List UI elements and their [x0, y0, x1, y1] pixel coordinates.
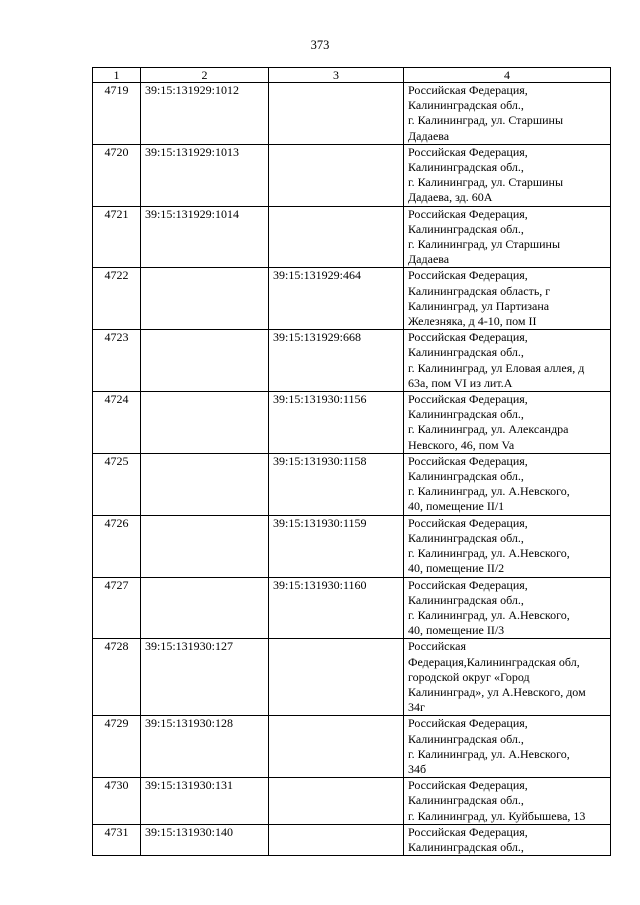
address-cell [404, 453, 611, 515]
cadastral-object-cell [269, 83, 404, 145]
address-line: 40, помещение II/3 [408, 623, 505, 638]
address-line: г. Калининград, ул. Старшины [408, 113, 564, 128]
address-cell [404, 144, 611, 206]
table-row [93, 577, 611, 639]
address-line: Калининградская обл., [408, 793, 524, 808]
address-cell [404, 778, 611, 825]
address-line: Калининградская область, г [408, 283, 551, 298]
cadastral-parcel-cell [141, 330, 269, 392]
cadastral-parcel-cell [141, 392, 269, 454]
row-number-cell: 4719 [93, 83, 141, 145]
address-cell [404, 639, 611, 716]
address-line: г. Калининград, ул Старшины [408, 237, 561, 252]
cadastral-parcel-cell: 39:15:131930:128 [141, 716, 269, 778]
row-number-cell: 4721 [93, 206, 141, 268]
address-line: Дадаева [408, 252, 450, 267]
address-line: Федерация,Калининградская обл, [408, 654, 580, 669]
cadastral-object-cell [269, 778, 404, 825]
address-line: Калининградская обл., [408, 98, 524, 113]
address-line: 34б [408, 761, 427, 776]
table-row [93, 453, 611, 515]
address-line: Российская Федерация, [408, 716, 528, 731]
address-line: 40, помещение II/1 [408, 499, 505, 514]
registry-table-body [93, 68, 611, 856]
cadastral-object-cell [269, 716, 404, 778]
table-row [93, 83, 611, 145]
address-line: 34г [408, 700, 425, 715]
address-line: Российская Федерация, [408, 515, 528, 530]
cadastral-parcel-cell [141, 515, 269, 577]
address-line: Железняка, д 4-10, пом II [408, 314, 537, 329]
row-number-cell: 4720 [93, 144, 141, 206]
cadastral-parcel-cell [141, 268, 269, 330]
address-line: Невского, 46, пом Va [408, 437, 515, 452]
table-row [93, 778, 611, 825]
address-line: г. Калининград, ул. А.Невского, [408, 746, 570, 761]
address-cell [404, 83, 611, 145]
address-cell [404, 716, 611, 778]
cadastral-object-cell: 39:15:131930:1158 [269, 453, 404, 515]
table-row [93, 716, 611, 778]
cadastral-parcel-cell: 39:15:131930:131 [141, 778, 269, 825]
address-cell [404, 824, 611, 855]
table-row [93, 515, 611, 577]
cadastral-parcel-cell: 39:15:131929:1012 [141, 83, 269, 145]
address-line: Калининградская обл., [408, 592, 524, 607]
address-line: Калининградская обл., [408, 221, 524, 236]
address-line: Калининградская обл., [408, 839, 524, 854]
address-line: г. Калининград, ул Еловая аллея, д [408, 360, 585, 375]
address-line: Калининградская обл., [408, 407, 524, 422]
address-line: 63а, пом VI из лит.А [408, 375, 513, 390]
address-cell [404, 330, 611, 392]
column-header-2: 2 [141, 68, 269, 83]
address-line: Российская Федерация, [408, 206, 528, 221]
column-header-1: 1 [93, 68, 141, 83]
cadastral-object-cell [269, 206, 404, 268]
cadastral-parcel-cell: 39:15:131930:127 [141, 639, 269, 716]
address-line: г. Калининград, ул. Старшины [408, 175, 564, 190]
row-number-cell: 4730 [93, 778, 141, 825]
cadastral-object-cell: 39:15:131930:1160 [269, 577, 404, 639]
address-line: Российская Федерация, [408, 577, 528, 592]
address-line: Российская Федерация, [408, 778, 528, 793]
address-line: г. Калининград, ул. А.Невского, [408, 607, 570, 622]
table-row [93, 639, 611, 716]
column-header-3: 3 [269, 68, 404, 83]
address-line: Калининградская обл., [408, 160, 524, 175]
address-line: Российская Федерация, [408, 144, 528, 159]
row-number-cell: 4726 [93, 515, 141, 577]
address-line: Российская Федерация, [408, 268, 528, 283]
address-cell [404, 206, 611, 268]
cadastral-parcel-cell: 39:15:131929:1013 [141, 144, 269, 206]
address-line: Калининградская обл., [408, 345, 524, 360]
table-row [93, 144, 611, 206]
row-number-cell: 4729 [93, 716, 141, 778]
row-number-cell: 4727 [93, 577, 141, 639]
address-line: Калининградская обл., [408, 469, 524, 484]
row-number-cell: 4724 [93, 392, 141, 454]
cadastral-object-cell [269, 144, 404, 206]
cadastral-parcel-cell [141, 453, 269, 515]
address-line: г. Калининград, ул. Куйбышева, 13 [408, 808, 586, 823]
cadastral-parcel-cell: 39:15:131929:1014 [141, 206, 269, 268]
row-number-cell: 4731 [93, 824, 141, 855]
cadastral-object-cell: 39:15:131930:1156 [269, 392, 404, 454]
address-line: Российская Федерация, [408, 824, 528, 839]
address-cell [404, 268, 611, 330]
address-cell [404, 392, 611, 454]
address-line: г. Калининград, ул. А.Невского, [408, 546, 570, 561]
cadastral-object-cell: 39:15:131930:1159 [269, 515, 404, 577]
address-line: Российская Федерация, [408, 453, 528, 468]
row-number-cell: 4723 [93, 330, 141, 392]
page-number: 373 [310, 38, 330, 52]
cadastral-object-cell [269, 824, 404, 855]
address-line: Дадаева, зд. 60А [408, 190, 493, 205]
address-line: г. Калининград, ул. А.Невского, [408, 484, 570, 499]
address-line: Российская Федерация, [408, 330, 528, 345]
address-line: Российская [408, 639, 466, 654]
address-cell [404, 577, 611, 639]
table-row [93, 330, 611, 392]
table-row [93, 268, 611, 330]
address-line: Калининградская обл., [408, 731, 524, 746]
cadastral-object-cell [269, 639, 404, 716]
cadastral-object-cell: 39:15:131929:464 [269, 268, 404, 330]
table-row [93, 206, 611, 268]
column-header-4: 4 [404, 68, 611, 83]
address-line: Российская Федерация, [408, 83, 528, 97]
table-row [93, 824, 611, 855]
address-line: г. Калининград, ул. Александра [408, 422, 569, 437]
address-cell [404, 515, 611, 577]
table-row [93, 392, 611, 454]
address-line: Калининградская обл., [408, 530, 524, 545]
address-line: городской округ «Город [408, 669, 530, 684]
address-line: Российская Федерация, [408, 392, 528, 407]
cadastral-parcel-cell: 39:15:131930:140 [141, 824, 269, 855]
column-number-row [93, 68, 611, 83]
row-number-cell: 4728 [93, 639, 141, 716]
cadastral-parcel-cell [141, 577, 269, 639]
address-line: Дадаева [408, 128, 450, 143]
address-line: Калининград», ул А.Невского, дом [408, 684, 586, 699]
address-line: 40, помещение II/2 [408, 561, 505, 576]
address-line: Калининград, ул Партизана [408, 298, 550, 313]
row-number-cell: 4722 [93, 268, 141, 330]
row-number-cell: 4725 [93, 453, 141, 515]
registry-table [92, 67, 611, 856]
cadastral-object-cell: 39:15:131929:668 [269, 330, 404, 392]
